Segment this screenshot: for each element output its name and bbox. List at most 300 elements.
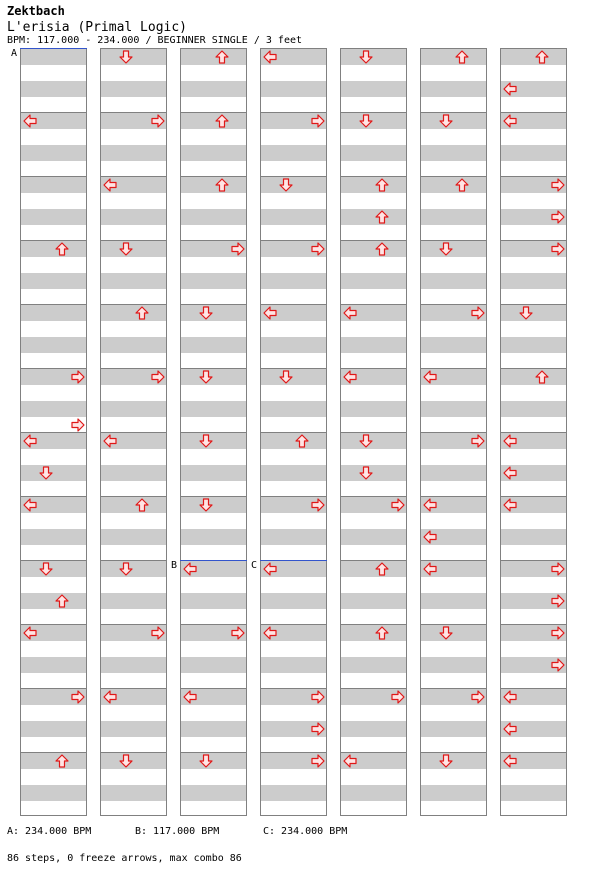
measure-line <box>341 560 406 561</box>
arrow-up-icon <box>375 178 389 192</box>
bpm-marker-line-b <box>180 560 247 561</box>
arrow-right-icon <box>71 418 85 432</box>
beat-band <box>101 785 166 801</box>
measure-line <box>501 368 566 369</box>
beat-band <box>261 273 326 289</box>
arrow-right-icon <box>231 242 245 256</box>
arrow-left-icon <box>183 562 197 576</box>
beat-band <box>181 465 246 481</box>
arrow-right-icon <box>311 114 325 128</box>
measure-line <box>181 496 246 497</box>
chart-summary: 86 steps, 0 freeze arrows, max combo 86 <box>7 853 242 864</box>
measure-line <box>181 432 246 433</box>
arrow-up-icon <box>295 434 309 448</box>
beat-band <box>21 145 86 161</box>
beat-band <box>341 177 406 193</box>
beat-band <box>341 49 406 65</box>
measure-line <box>21 560 86 561</box>
beat-band <box>181 721 246 737</box>
beat-band <box>261 529 326 545</box>
beat-band <box>181 433 246 449</box>
measure-line <box>101 624 166 625</box>
beat-band <box>261 81 326 97</box>
measure-line <box>181 368 246 369</box>
beat-band <box>501 49 566 65</box>
beat-band <box>341 113 406 129</box>
measure-line <box>341 304 406 305</box>
beat-band <box>501 785 566 801</box>
beat-band <box>101 49 166 65</box>
arrow-left-icon <box>343 754 357 768</box>
arrow-up-icon <box>55 594 69 608</box>
beat-band <box>21 81 86 97</box>
bpm-marker-label-b: B <box>171 560 178 571</box>
beat-band <box>101 337 166 353</box>
song-title: L'erisia (Primal Logic) <box>7 20 188 35</box>
measure-line <box>101 240 166 241</box>
beat-band <box>181 785 246 801</box>
measure-line <box>421 240 486 241</box>
arrow-down-icon <box>439 626 453 640</box>
beat-band <box>21 337 86 353</box>
arrow-right-icon <box>71 370 85 384</box>
arrow-up-icon <box>135 498 149 512</box>
arrow-down-icon <box>119 242 133 256</box>
beat-band <box>21 401 86 417</box>
arrow-right-icon <box>311 722 325 736</box>
arrow-right-icon <box>71 690 85 704</box>
measure-line <box>421 688 486 689</box>
arrow-left-icon <box>103 178 117 192</box>
beat-band <box>181 81 246 97</box>
arrow-right-icon <box>551 178 565 192</box>
beat-band <box>181 753 246 769</box>
arrow-down-icon <box>359 434 373 448</box>
arrow-left-icon <box>343 370 357 384</box>
beat-band <box>341 657 406 673</box>
arrow-right-icon <box>551 594 565 608</box>
arrow-right-icon <box>471 434 485 448</box>
legend-bpm-b: B: 117.000 BPM <box>135 826 220 837</box>
arrow-up-icon <box>375 562 389 576</box>
beat-band <box>421 273 486 289</box>
beat-band <box>341 401 406 417</box>
beat-band <box>21 593 86 609</box>
beat-band <box>501 337 566 353</box>
arrow-left-icon <box>23 626 37 640</box>
beat-band <box>181 657 246 673</box>
arrow-down-icon <box>439 754 453 768</box>
arrow-right-icon <box>151 370 165 384</box>
measure-line <box>21 752 86 753</box>
beat-band <box>421 337 486 353</box>
beat-band <box>421 145 486 161</box>
measure-line <box>21 304 86 305</box>
measure-line <box>501 624 566 625</box>
arrow-down-icon <box>119 50 133 64</box>
beat-band <box>341 625 406 641</box>
beat-band <box>341 273 406 289</box>
arrow-up-icon <box>215 50 229 64</box>
measure-line <box>421 176 486 177</box>
measure-line <box>501 240 566 241</box>
beat-band <box>101 145 166 161</box>
arrow-right-icon <box>551 562 565 576</box>
arrow-down-icon <box>359 466 373 480</box>
arrow-right-icon <box>471 690 485 704</box>
beat-band <box>421 177 486 193</box>
beat-band <box>21 721 86 737</box>
beat-band <box>181 369 246 385</box>
beat-band <box>261 145 326 161</box>
measure-line <box>261 688 326 689</box>
beat-band <box>501 369 566 385</box>
measure-line <box>501 688 566 689</box>
measure-line <box>421 304 486 305</box>
bpm-difficulty-line: BPM: 117.000 - 234.000 / BEGINNER SINGLE / 3 feet <box>7 35 303 46</box>
beat-band <box>261 593 326 609</box>
arrow-down-icon <box>119 754 133 768</box>
arrow-right-icon <box>151 626 165 640</box>
arrow-up-icon <box>455 178 469 192</box>
arrow-down-icon <box>279 370 293 384</box>
beat-band <box>181 49 246 65</box>
beat-band <box>421 209 486 225</box>
measure-line <box>21 112 86 113</box>
beat-band <box>101 657 166 673</box>
beat-band <box>341 465 406 481</box>
arrow-up-icon <box>535 50 549 64</box>
measure-line <box>261 368 326 369</box>
arrow-up-icon <box>55 754 69 768</box>
beat-band <box>501 273 566 289</box>
arrow-down-icon <box>519 306 533 320</box>
beat-band <box>421 593 486 609</box>
beat-band <box>341 433 406 449</box>
measure-line <box>421 624 486 625</box>
measure-line <box>341 688 406 689</box>
arrow-right-icon <box>551 626 565 640</box>
arrow-left-icon <box>503 690 517 704</box>
measure-line <box>101 112 166 113</box>
measure-line <box>101 560 166 561</box>
arrow-left-icon <box>103 434 117 448</box>
beat-band <box>261 433 326 449</box>
arrow-right-icon <box>391 690 405 704</box>
arrow-up-icon <box>135 306 149 320</box>
beat-band <box>181 113 246 129</box>
measure-line <box>341 624 406 625</box>
arrow-left-icon <box>503 434 517 448</box>
beat-band <box>501 305 566 321</box>
arrow-right-icon <box>471 306 485 320</box>
measure-line <box>501 304 566 305</box>
beat-band <box>101 401 166 417</box>
arrow-down-icon <box>39 562 53 576</box>
arrow-left-icon <box>183 690 197 704</box>
arrow-right-icon <box>551 658 565 672</box>
beat-band <box>421 785 486 801</box>
bpm-marker-label-a: A <box>11 48 18 59</box>
beat-band <box>21 49 86 65</box>
measure-line <box>341 112 406 113</box>
arrow-right-icon <box>551 210 565 224</box>
arrow-right-icon <box>311 242 325 256</box>
arrow-up-icon <box>215 178 229 192</box>
arrow-left-icon <box>23 434 37 448</box>
measure-line <box>341 752 406 753</box>
beat-band <box>21 241 86 257</box>
beat-band <box>21 785 86 801</box>
measure-line <box>181 176 246 177</box>
legend-bpm-c: C: 234.000 BPM <box>263 826 348 837</box>
arrow-left-icon <box>423 498 437 512</box>
measure-line <box>261 240 326 241</box>
arrow-down-icon <box>439 242 453 256</box>
beat-band <box>261 401 326 417</box>
chart-column-7 <box>500 48 567 816</box>
beat-band <box>21 209 86 225</box>
measure-line <box>101 368 166 369</box>
beat-band <box>101 529 166 545</box>
beat-band <box>101 497 166 513</box>
bpm-marker-line-c <box>260 560 327 561</box>
beat-band <box>101 273 166 289</box>
arrow-left-icon <box>103 690 117 704</box>
chart-column-1 <box>20 48 87 816</box>
beat-band <box>181 529 246 545</box>
beat-band <box>181 337 246 353</box>
arrow-left-icon <box>263 626 277 640</box>
arrow-left-icon <box>263 562 277 576</box>
beat-band <box>181 177 246 193</box>
arrow-up-icon <box>375 626 389 640</box>
measure-line <box>101 304 166 305</box>
arrow-right-icon <box>151 114 165 128</box>
arrow-left-icon <box>263 50 277 64</box>
measure-line <box>101 752 166 753</box>
beat-band <box>101 241 166 257</box>
beat-band <box>181 305 246 321</box>
measure-line <box>261 624 326 625</box>
measure-line <box>341 240 406 241</box>
measure-line <box>501 432 566 433</box>
measure-line <box>261 752 326 753</box>
measure-line <box>181 304 246 305</box>
measure-line <box>261 304 326 305</box>
beat-band <box>101 593 166 609</box>
beat-band <box>101 209 166 225</box>
arrow-left-icon <box>503 498 517 512</box>
arrow-down-icon <box>119 562 133 576</box>
measure-line <box>341 176 406 177</box>
arrow-left-icon <box>423 370 437 384</box>
arrow-right-icon <box>231 626 245 640</box>
beat-band <box>21 561 86 577</box>
arrow-left-icon <box>503 722 517 736</box>
beat-band <box>261 177 326 193</box>
beat-band <box>261 337 326 353</box>
measure-line <box>101 176 166 177</box>
arrow-down-icon <box>359 50 373 64</box>
measure-line <box>421 496 486 497</box>
measure-line <box>421 112 486 113</box>
beat-band <box>341 785 406 801</box>
beat-band <box>21 177 86 193</box>
chart-column-2 <box>100 48 167 816</box>
measure-line <box>501 112 566 113</box>
beat-band <box>341 561 406 577</box>
bpm-marker-line-a <box>20 48 87 49</box>
beat-band <box>21 305 86 321</box>
arrow-right-icon <box>311 498 325 512</box>
beat-band <box>421 465 486 481</box>
beat-band <box>21 465 86 481</box>
arrow-down-icon <box>439 114 453 128</box>
beat-band <box>341 145 406 161</box>
chart-column-5 <box>340 48 407 816</box>
beat-band <box>421 241 486 257</box>
arrow-up-icon <box>455 50 469 64</box>
measure-line <box>421 752 486 753</box>
beat-band <box>421 721 486 737</box>
arrow-left-icon <box>423 562 437 576</box>
measure-line <box>21 432 86 433</box>
measure-line <box>21 496 86 497</box>
artist-name: Zektbach <box>7 4 65 18</box>
beat-band <box>501 145 566 161</box>
measure-line <box>101 688 166 689</box>
arrow-down-icon <box>199 370 213 384</box>
arrow-left-icon <box>503 754 517 768</box>
beat-band <box>181 593 246 609</box>
beat-band <box>21 529 86 545</box>
measure-line <box>421 432 486 433</box>
beat-band <box>421 113 486 129</box>
beat-band <box>341 593 406 609</box>
beat-band <box>421 625 486 641</box>
beat-band <box>421 49 486 65</box>
arrow-down-icon <box>39 466 53 480</box>
measure-line <box>21 624 86 625</box>
measure-line <box>181 240 246 241</box>
measure-line <box>181 688 246 689</box>
arrow-left-icon <box>23 498 37 512</box>
beat-band <box>421 753 486 769</box>
beat-band <box>341 721 406 737</box>
measure-line <box>421 368 486 369</box>
arrow-up-icon <box>375 210 389 224</box>
measure-line <box>21 240 86 241</box>
arrow-right-icon <box>311 754 325 768</box>
arrow-up-icon <box>55 242 69 256</box>
beat-band <box>421 81 486 97</box>
measure-line <box>501 176 566 177</box>
measure-line <box>341 368 406 369</box>
chart-column-4 <box>260 48 327 816</box>
arrow-down-icon <box>199 498 213 512</box>
arrow-right-icon <box>311 690 325 704</box>
beat-band <box>101 561 166 577</box>
arrow-left-icon <box>23 114 37 128</box>
beat-band <box>21 753 86 769</box>
beat-band <box>501 401 566 417</box>
beat-band <box>341 337 406 353</box>
beat-band <box>101 465 166 481</box>
chart-column-3 <box>180 48 247 816</box>
measure-line <box>21 176 86 177</box>
beat-band <box>261 465 326 481</box>
beat-band <box>101 81 166 97</box>
arrow-left-icon <box>503 114 517 128</box>
legend-bpm-a: A: 234.000 BPM <box>7 826 92 837</box>
measure-line <box>101 496 166 497</box>
beat-band <box>181 497 246 513</box>
beat-band <box>261 209 326 225</box>
arrow-right-icon <box>391 498 405 512</box>
arrow-up-icon <box>215 114 229 128</box>
measure-line <box>501 560 566 561</box>
measure-line <box>181 624 246 625</box>
arrow-up-icon <box>535 370 549 384</box>
beat-band <box>101 753 166 769</box>
bpm-marker-label-c: C <box>251 560 258 571</box>
beat-band <box>341 529 406 545</box>
measure-line <box>261 432 326 433</box>
beat-band <box>21 273 86 289</box>
arrow-down-icon <box>199 754 213 768</box>
measure-line <box>21 688 86 689</box>
measure-line <box>501 496 566 497</box>
beat-band <box>181 145 246 161</box>
arrow-left-icon <box>503 466 517 480</box>
arrow-left-icon <box>423 530 437 544</box>
measure-line <box>261 176 326 177</box>
beat-band <box>101 721 166 737</box>
beat-band <box>261 785 326 801</box>
beat-band <box>341 81 406 97</box>
beat-band <box>181 273 246 289</box>
arrow-down-icon <box>199 306 213 320</box>
beat-band <box>181 401 246 417</box>
arrow-left-icon <box>343 306 357 320</box>
measure-line <box>261 496 326 497</box>
arrow-down-icon <box>359 114 373 128</box>
beat-band <box>261 369 326 385</box>
beat-band <box>181 209 246 225</box>
arrow-left-icon <box>263 306 277 320</box>
measure-line <box>21 368 86 369</box>
arrow-down-icon <box>279 178 293 192</box>
measure-line <box>101 432 166 433</box>
arrow-left-icon <box>503 82 517 96</box>
beat-band <box>101 305 166 321</box>
measure-line <box>341 496 406 497</box>
arrow-up-icon <box>375 242 389 256</box>
beat-band <box>501 529 566 545</box>
measure-line <box>181 112 246 113</box>
arrow-right-icon <box>551 242 565 256</box>
measure-line <box>501 752 566 753</box>
measure-line <box>421 560 486 561</box>
arrow-down-icon <box>199 434 213 448</box>
measure-line <box>341 432 406 433</box>
beat-band <box>261 657 326 673</box>
beat-band <box>421 401 486 417</box>
beat-band <box>421 657 486 673</box>
chart-column-6 <box>420 48 487 816</box>
measure-line <box>261 112 326 113</box>
